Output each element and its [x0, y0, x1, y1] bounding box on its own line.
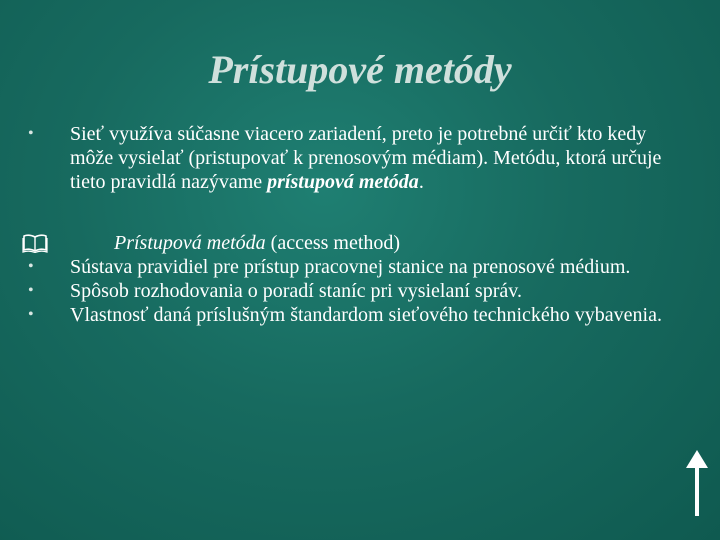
- slide-title: Prístupové metódy: [208, 47, 512, 92]
- definition-translation: (access method): [265, 232, 401, 254]
- bullet-icon: •: [28, 306, 34, 323]
- definition-heading: [22, 231, 682, 255]
- bullet-icon: •: [28, 125, 34, 142]
- bullet-icon: •: [28, 258, 34, 275]
- bullet-icon: •: [28, 282, 34, 299]
- slide-content: [22, 122, 682, 327]
- list-item-text: Spôsob rozhodovania o poradí staníc pri vysielaní správ.: [70, 280, 522, 302]
- list-item-text: Vlastnosť daná príslušným štandardom sieťového technického vybavenia.: [70, 304, 662, 326]
- intro-text-end: .: [418, 171, 424, 193]
- list-item: [22, 255, 682, 279]
- arrow-up-icon[interactable]: [684, 448, 710, 518]
- intro-text: [70, 122, 682, 194]
- list-item: [22, 279, 682, 303]
- intro-text-main: Sieť využíva súčasne viacero zariadení, preto je potrebné určiť kto kedy môže vysielať (pristupovať k prenosovým médiam). Metódu, ktorá určuje tieto pravidlá nazývame: [70, 123, 662, 193]
- definition-term: Prístupová metóda: [114, 232, 266, 254]
- intro-emphasis: prístupová metóda: [267, 171, 419, 193]
- book-icon: [22, 233, 48, 253]
- list-item-text: Sústava pravidiel pre prístup pracovnej stanice na prenosové médium.: [70, 256, 631, 278]
- spacer: [22, 194, 682, 231]
- intro-paragraph: [22, 122, 682, 194]
- list-item: [22, 303, 682, 327]
